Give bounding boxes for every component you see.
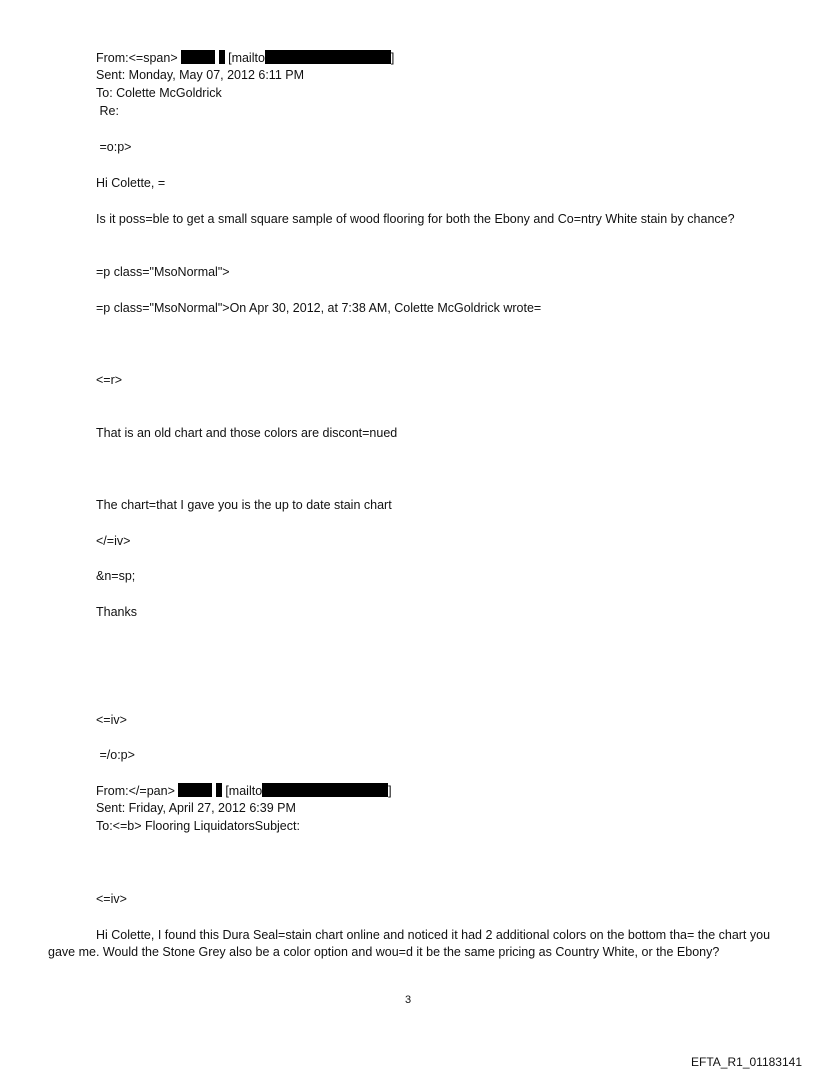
document-id: EFTA_R1_01183141: [691, 1055, 802, 1069]
mailto-label: [mailto: [225, 784, 263, 798]
from-label: From:<=span>: [96, 51, 178, 65]
to-line-2: To:<=b> Flooring LiquidatorsSubject:: [96, 819, 300, 833]
op-close-line: =/o:p>: [96, 748, 135, 762]
div-close-line: </=iv>: [96, 534, 131, 548]
mailto-label: [mailto: [228, 51, 265, 65]
div-open-line-2: <=iv>: [96, 892, 127, 906]
nbsp-line: &n=sp;: [96, 569, 136, 583]
redaction-block: [262, 783, 388, 797]
message-paragraph: Hi Colette, I found this Dura Seal=stain chart online and noticed it had 2 additional colors on the bottom tha= the chart you gave me. Would the Stone Grey also be a color option and wou=d it be the same pricing as Country White, or the Ebony?: [48, 928, 771, 959]
p-class-line: =p class="MsoNormal">: [96, 265, 230, 279]
div-open-line: <=iv>: [96, 713, 127, 727]
redaction-block: [219, 50, 225, 64]
br-line: <=r>: [96, 373, 123, 387]
thanks-line: Thanks: [96, 605, 137, 619]
chart-update-line: The chart=that I gave you is the up to date stain chart: [96, 498, 392, 512]
from-label: From:</=pan>: [96, 784, 175, 798]
from-line-2: [96, 783, 392, 800]
re-line: Re:: [96, 104, 119, 118]
old-chart-line: That is an old chart and those colors are discont=nued: [96, 426, 398, 440]
redaction-block: [178, 783, 212, 797]
from-line-1: [96, 50, 394, 67]
sent-line-2: Sent: Friday, April 27, 2012 6:39 PM: [96, 801, 296, 815]
greeting: Hi Colette, =: [96, 176, 166, 190]
sent-line-1: Sent: Monday, May 07, 2012 6:11 PM: [96, 68, 304, 82]
bracket: ]: [388, 784, 392, 798]
bracket: ]: [390, 51, 395, 65]
p-class-wrote-line: =p class="MsoNormal">On Apr 30, 2012, at 7:38 AM, Colette McGoldrick wrote=: [96, 301, 542, 315]
redaction-block: [216, 783, 222, 797]
to-line-1: To: Colette McGoldrick: [96, 86, 222, 100]
op-open: =o:p>: [96, 140, 132, 154]
redaction-block: [181, 50, 215, 64]
redaction-block: [265, 50, 391, 64]
question-paragraph: Is it poss=ble to get a small square sample of wood flooring for both the Ebony and Co=ntry White stain by chance?: [96, 212, 735, 226]
page-number: 3: [404, 994, 412, 1006]
